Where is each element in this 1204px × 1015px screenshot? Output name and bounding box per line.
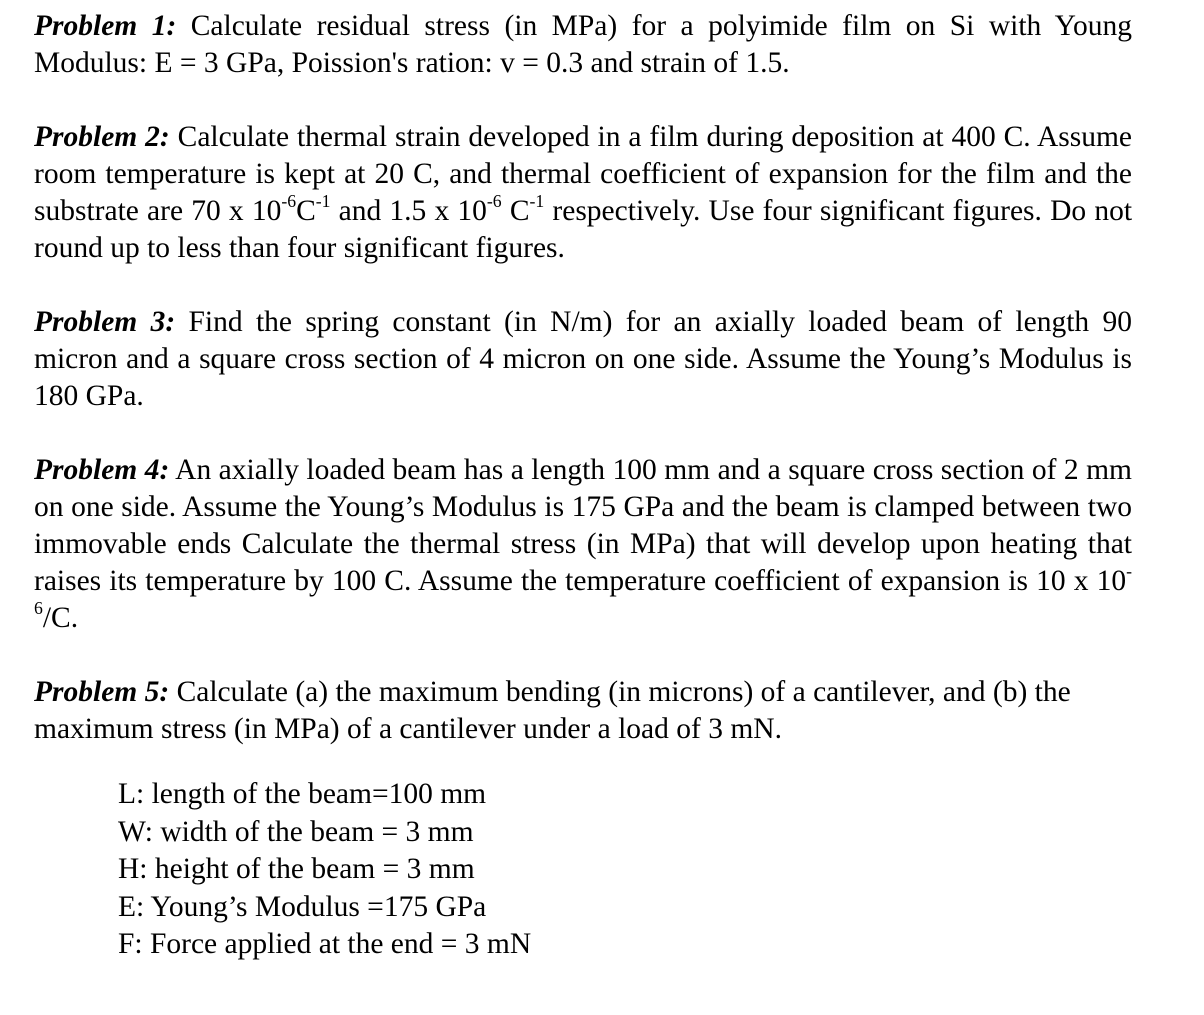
problem-5-label: Problem 5:: [34, 676, 170, 708]
problem-3-label: Problem 3:: [34, 306, 176, 338]
problem-2: [34, 119, 1132, 267]
problem-2-text-a: Calculate thermal strain developed in a film during deposition at 400 C. Assume room temperature is kept at 20 C, and thermal coefficient of expansion for the film and the substrate are 70 x 10: [34, 121, 1133, 227]
exponent: -6: [34, 560, 1132, 618]
parameter-height: H: height of the beam = 3 mm: [118, 853, 475, 885]
parameter-width: W: width of the beam = 3 mm: [118, 815, 474, 848]
exponent: -6: [281, 190, 297, 211]
unit: C: [296, 195, 316, 227]
exponent: -1: [315, 190, 331, 211]
problem-4-label: Problem 4:: [34, 454, 170, 486]
problem-1-text: Calculate residual stress (in MPa) for a polyimide film on Si with Young Modulus: E = 3 GPa, Poission's ration: v = 0.3 and strain of 1.5.: [34, 10, 1132, 79]
parameter-youngs-modulus: E: Young’s Modulus =175 GPa: [118, 890, 487, 923]
problem-4-text-a: An axially loaded beam has a length 100 mm and a square cross section of 2 mm on one side. Assume the Young’s Modulus is 175 GPa and the beam is clamped between two immovable ends Calculate the thermal stress (in MPa) that will develop upon heating that raises its temperature by 100 C. Assume the temperature coefficient of expansion is 10 x 10: [34, 454, 1133, 597]
problem-2-text-c: respectively. Use four significant figures. Do not round up to less than four significant figures.: [34, 195, 1133, 264]
exponent: -6: [486, 190, 502, 211]
problem-2-label: Problem 2:: [34, 121, 170, 153]
parameter-force: F: Force applied at the end = 3 mN: [118, 928, 532, 960]
problem-1-label: Problem 1:: [34, 10, 177, 42]
problem-3-text: Find the spring constant (in N/m) for an axially loaded beam of length 90 micron and a square cross section of 4 micron on one side. Assume the Young’s Modulus is 180 GPa.: [34, 306, 1132, 412]
unit: C: [501, 195, 530, 227]
problem-5-text: Calculate (a) the maximum bending (in microns) of a cantilever, and (b) the maximum stress (in MPa) of a cantilever under a load of 3 mN.: [34, 676, 1071, 745]
parameter-length: L: length of the beam=100 mm: [118, 778, 487, 810]
problem-4-text-b: /C.: [42, 602, 79, 634]
exponent: -1: [529, 190, 545, 211]
problem-2-text-b: and 1.5 x 10: [330, 195, 487, 227]
problem-1: [34, 8, 1132, 82]
problem-sheet: [34, 8, 1132, 964]
problem-5: [34, 674, 1132, 748]
problem-4: [34, 452, 1132, 637]
problem-3: [34, 304, 1132, 415]
beam-parameters-list: [118, 776, 1132, 964]
